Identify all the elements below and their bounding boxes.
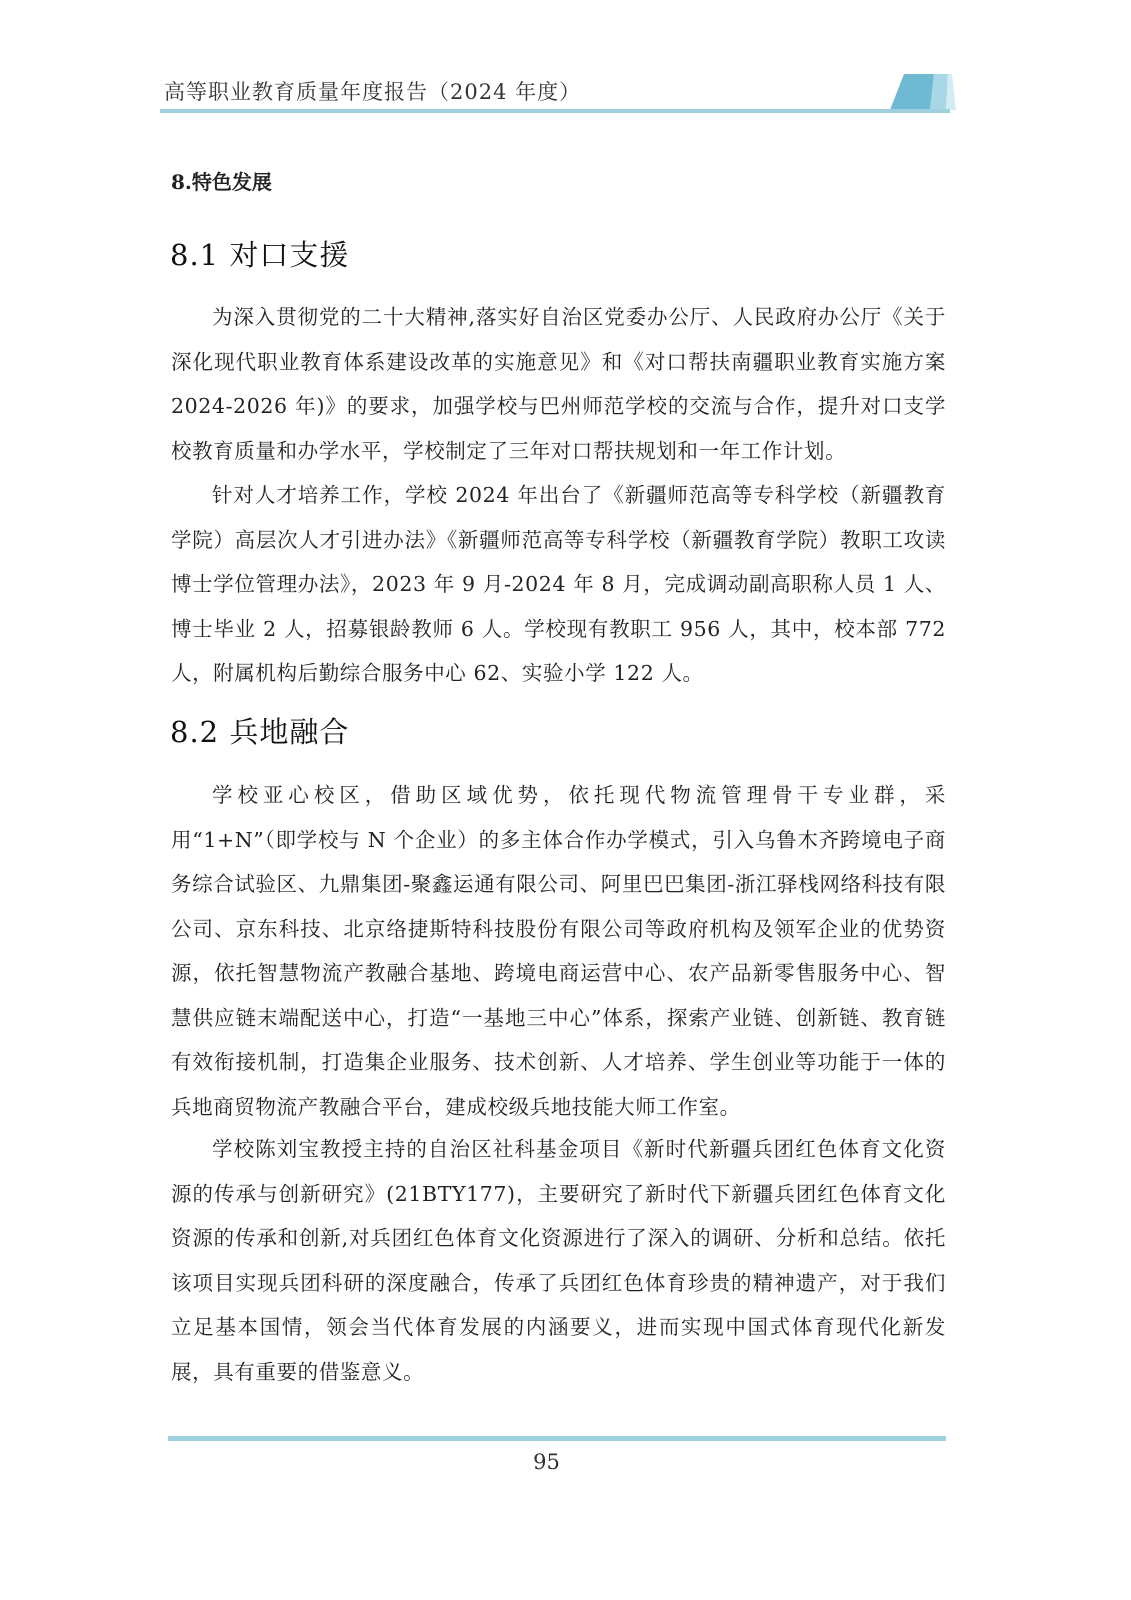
paragraph: 为深入贯彻党的二十大精神,落实好自治区党委办公厅、人民政府办公厅《关于深化现代职业教育体系建设改革的实施意见》和《对口帮扶南疆职业教育实施方案 2024-2026 年)》的要求，加强学校与巴州师范学校的交流与合作，提升对口支学校教育质量和办学水平，学校制定了三年对口帮扶规划和一年工作计划。	[171, 305, 946, 463]
subsection-title-8-2: 8.2 兵地融合	[170, 715, 350, 749]
paragraph: 学校亚心校区，借助区域优势，依托现代物流管理骨干专业群，采用“1+N”（即学校与 N 个企业）的多主体合作办学模式，引入乌鲁木齐跨境电子商务综合试验区、九鼎集团-聚鑫运通有限公司、阿里巴巴集团-浙江驿栈网络科技有限公司、京东科技、北京络捷斯特科技股份有限公司等政府机构及领军企业的优势资源，依托智慧物流产教融合基地、跨境电商运营中心、农产品新零售服务中心、智慧供应链末端配送中心，打造“一基地三中心”体系，探索产业链、创新链、教育链有效衔接机制，打造集企业服务、技术创新、人才培养、学生创业等功能于一体的兵地商贸物流产教融合平台，建成校级兵地技能大师工作室。	[171, 783, 946, 1119]
subsection-title-8-1: 8.1 对口支援	[170, 238, 350, 272]
paragraph: 学校陈刘宝教授主持的自治区社科基金项目《新时代新疆兵团红色体育文化资源的传承与创新研究》(21BTY177)，主要研究了新时代下新疆兵团红色体育文化资源的传承和创新,对兵团红色体育文化资源进行了深入的调研、分析和总结。依托该项目实现兵团科研的深度融合，传承了兵团红色体育珍贵的精神遗产，对于我们立足基本国情，领会当代体育发展的内涵要义，进而实现中国式体育现代化新发展，具有重要的借鉴意义。	[171, 1137, 946, 1384]
section-heading: 8.特色发展	[171, 170, 272, 194]
footer-divider	[168, 1436, 946, 1441]
paragraph: 针对人才培养工作，学校 2024 年出台了《新疆师范高等专科学校（新疆教育学院）高层次人才引进办法》《新疆师范高等专科学校（新疆教育学院）教职工攻读博士学位管理办法》，2023 年 9 月-2024 年 8 月，完成调动副高职称人员 1 人、博士毕业 2 人，招募银龄教师 6 人。学校现有教职工 956 人，其中，校本部 772 人，附属机构后勤综合服务中心 62、实验小学 122 人。	[171, 483, 946, 685]
page-number: 95	[533, 1450, 560, 1474]
header-divider	[160, 109, 950, 113]
report-title: 高等职业教育质量年度报告（2024 年度）	[164, 80, 582, 104]
header-decoration-icon	[890, 70, 956, 110]
page-header	[160, 70, 960, 120]
